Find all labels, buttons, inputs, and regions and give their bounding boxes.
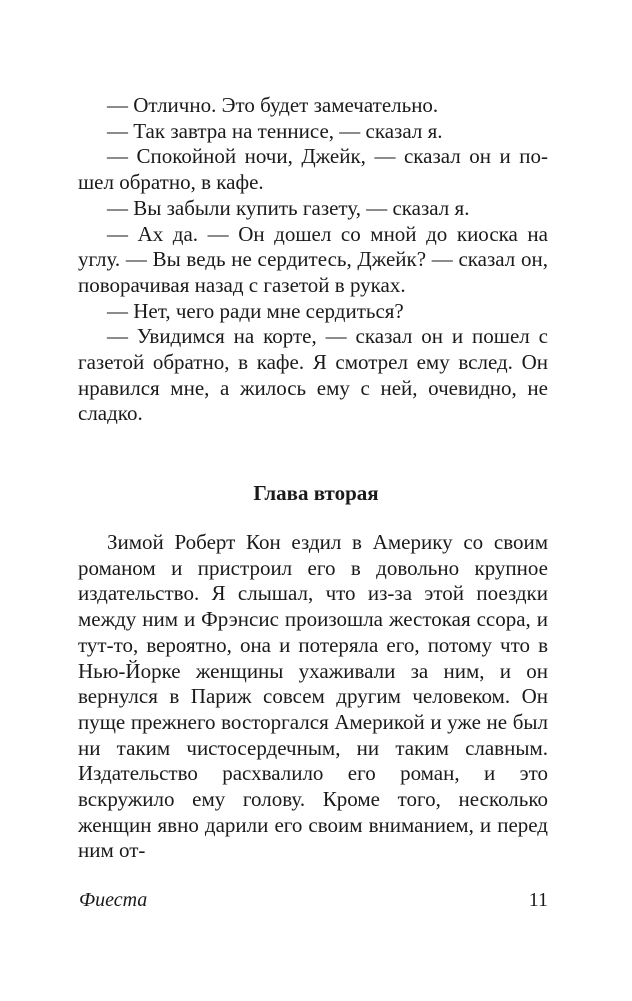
- dialogue-line: — Увидимся на корте, — сказал он и пошел с газетой обратно, в кафе. Я смотрел ему вслед. Он нравился мне, а жилось ему с ней, очевидно, не сладко.: [78, 324, 548, 426]
- dialogue-line: — Спокойной ночи, Джейк, — сказал он и пошел обратно, в кафе.: [78, 144, 548, 195]
- dialogue-line: — Нет, чего ради мне сердиться?: [107, 298, 404, 323]
- dialogue-line: — Так завтра на теннисе, — сказал я.: [107, 118, 443, 143]
- dialogue-section: [78, 93, 548, 427]
- dialogue-line: — Отлично. Это будет замечательно.: [107, 93, 439, 117]
- chapter-heading: Глава вторая: [253, 481, 379, 505]
- running-footer-title: Фиеста: [79, 889, 148, 911]
- page-number: 11: [528, 889, 548, 911]
- dialogue-line: — Ах да. — Он дошел со мной до киоска на углу. — Вы ведь не сердитесь, Джейк? — сказал он, поворачивая назад с газетой в руках.: [78, 221, 548, 297]
- chapter-paragraph: Зимой Роберт Кон ездил в Америку со своим романом и пристроил его в довольно крупное издательство. Я слышал, что из-за этой поездки между ним и Фрэнсис произошла жестокая ссора, и тут-то, вероятно, она и потеряла его, потому что в Нью-Йорке женщины ухаживали за ним, и он вернулся в Париж совсем другим человеком. Он пуще прежнего восторгался Америкой и уже не был ни таким чистосердечным, ни таким славным. Издательство расхвалило его роман, и это вскружило ему голову. Кроме того, несколько женщин явно дарили его своим вниманием, и перед ним от-: [78, 530, 548, 863]
- chapter-body: [78, 530, 548, 864]
- dialogue-line: — Вы забыли купить газету, — сказал я.: [107, 195, 470, 220]
